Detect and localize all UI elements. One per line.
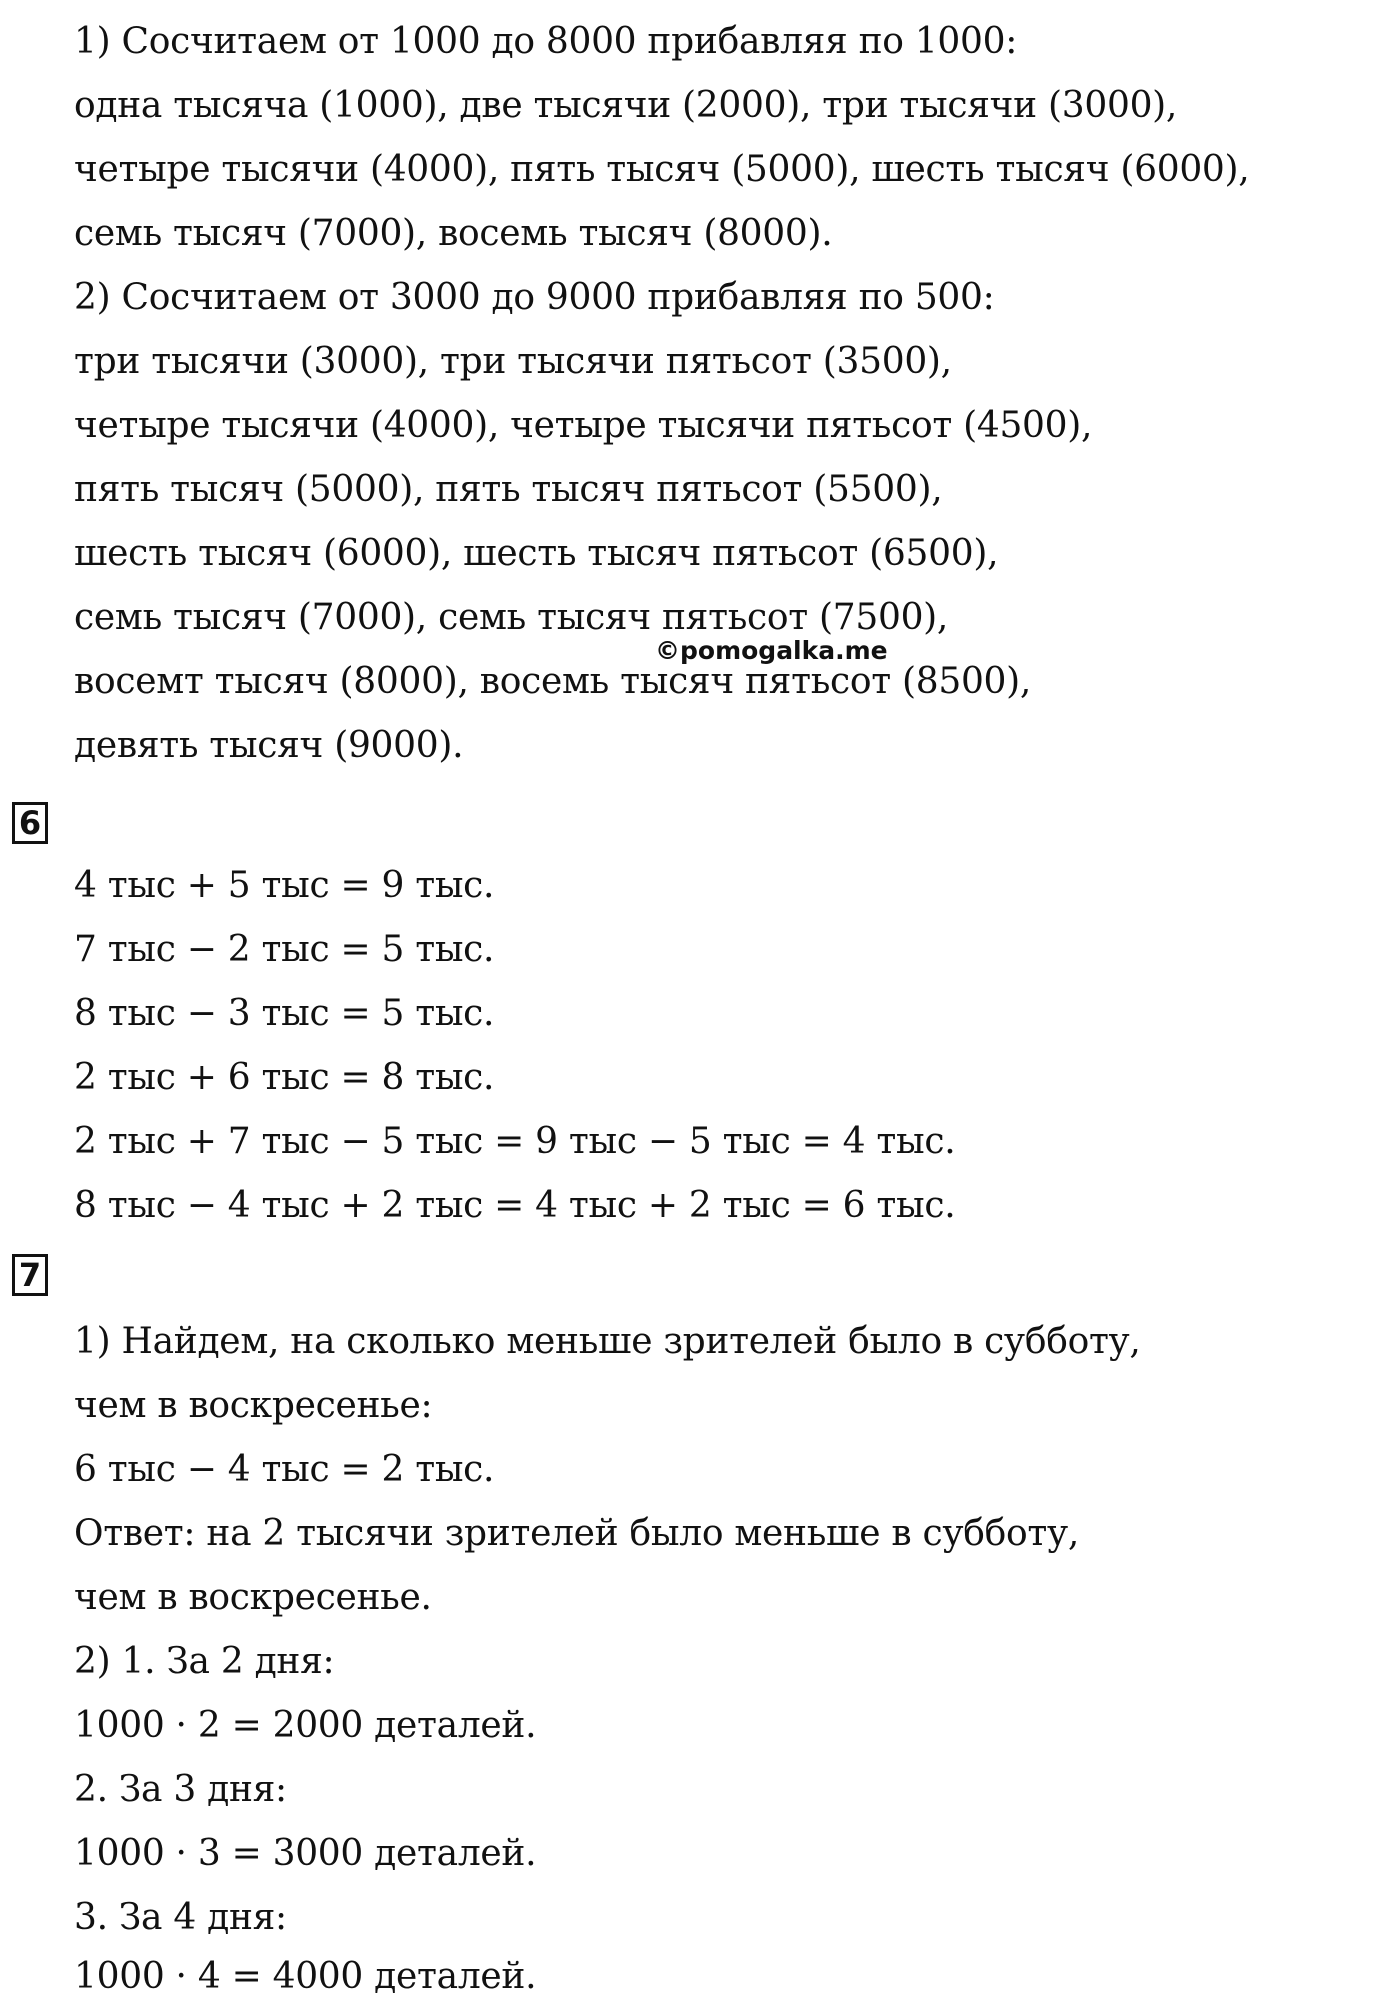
text-line: восемт тысяч (8000), восемь тысяч пятьсот (8500), [74,661,1032,702]
answer-line: чем в воскресенье. [74,1577,432,1618]
task-number-7: 7 [12,1254,48,1296]
text-line: четыре тысячи (4000), четыре тысячи пятьсот (4500), [74,405,1093,446]
text-line: пять тысяч (5000), пять тысяч пятьсот (5500), [74,469,943,510]
text-line: 1) Найдем, на сколько меньше зрителей было в субботу, [74,1321,1141,1362]
text-line: 1) Сосчитаем от 1000 до 8000 прибавляя по 1000: [74,21,1018,62]
text-line: 3. За 4 дня: [74,1897,287,1938]
text-line: семь тысяч (7000), восемь тысяч (8000). [74,213,833,254]
text-line: шесть тысяч (6000), шесть тысяч пятьсот (6500), [74,533,999,574]
text-line: девять тысяч (9000). [74,725,464,766]
equation-line: 4 тыс + 5 тыс = 9 тыс. [74,865,495,906]
text-line: 2) 1. За 2 дня: [74,1641,335,1682]
equation-line: 8 тыс − 4 тыс + 2 тыс = 4 тыс + 2 тыс = 6 тыс. [74,1185,956,1226]
answer-line: Ответ: на 2 тысячи зрителей было меньше в субботу, [74,1513,1079,1554]
equation-line: 6 тыс − 4 тыс = 2 тыс. [74,1449,495,1490]
equation-line: 2 тыс + 6 тыс = 8 тыс. [74,1057,495,1098]
equation-line: 1000 · 2 = 2000 деталей. [74,1705,537,1746]
task-number-6: 6 [12,802,48,844]
equation-line: 1000 · 4 = 4000 деталей. [74,1956,537,1997]
equation-line: 2 тыс + 7 тыс − 5 тыс = 9 тыс − 5 тыс = 4 тыс. [74,1121,956,1162]
text-line: четыре тысячи (4000), пять тысяч (5000), шесть тысяч (6000), [74,149,1250,190]
equation-line: 7 тыс − 2 тыс = 5 тыс. [74,929,495,970]
text-line: 2. За 3 дня: [74,1769,287,1810]
text-line: три тысячи (3000), три тысячи пятьсот (3500), [74,341,952,382]
watermark: ©pomogalka.me [655,636,888,665]
text-line: чем в воскресенье: [74,1385,433,1426]
equation-line: 1000 · 3 = 3000 деталей. [74,1833,537,1874]
text-line: одна тысяча (1000), две тысячи (2000), три тысячи (3000), [74,85,1178,126]
text-line: 2) Сосчитаем от 3000 до 9000 прибавляя по 500: [74,277,995,318]
text-line: семь тысяч (7000), семь тысяч пятьсот (7500), [74,597,949,638]
equation-line: 8 тыс − 3 тыс = 5 тыс. [74,993,495,1034]
